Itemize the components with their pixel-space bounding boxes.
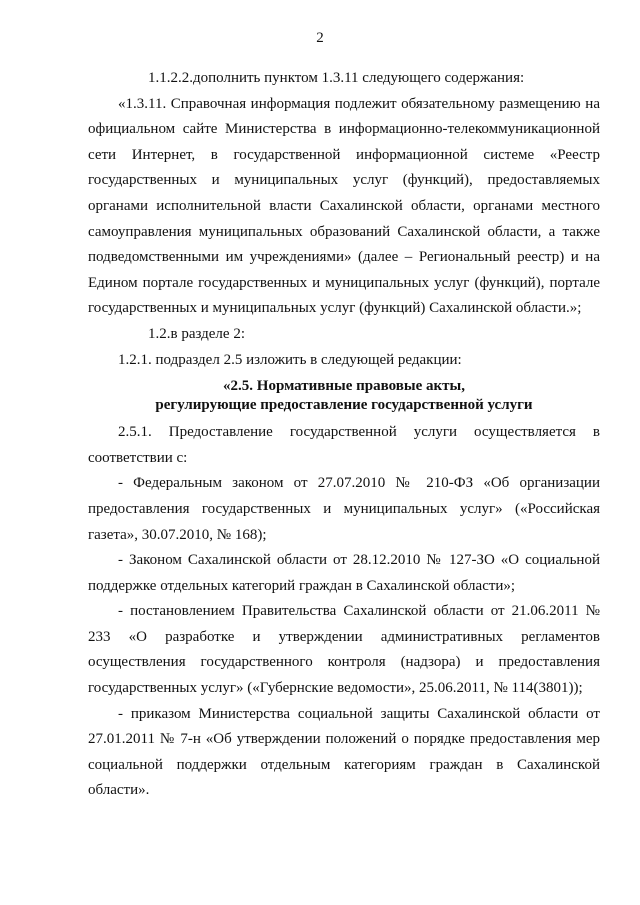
item-text: дополнить пунктом 1.3.11 следующего содержания: bbox=[193, 70, 525, 86]
page-number: 2 bbox=[316, 30, 324, 46]
section-heading bbox=[88, 377, 600, 415]
paragraph-1-2-1: 1.2.1. подраздел 2.5 изложить в следующей редакции: bbox=[118, 351, 462, 368]
paragraph-2-5-1: 2.5.1. Предоставление государственной услуги осуществляется в соответствии с: bbox=[88, 424, 600, 466]
section-heading-line-2: регулирующие предоставление государственной услуги bbox=[155, 397, 533, 414]
list-item-government-resolution: - постановлением Правительства Сахалинской области от 21.06.2011 № 233 «О разработке и утверждении административных регламентов осуществления государственного контроля (надзора) и предоставления государственных услуг» («Губернские ведомости», 25.06.2011, № 114(3801)); bbox=[88, 603, 600, 697]
paragraph-1-3-11: «1.3.11. Справочная информация подлежит обязательному размещению на официальном сайте Министерства в информационно-телекоммуникационной сети Интернет, в государственной информационной системе «Реестр государственных и муниципальных услуг (функций), предоставляемых органами исполнительной власти Сахалинской области, органами местного самоуправления муниципальных образований Сахалинской области, а также подведомственными им учреждениями» (далее – Региональный реестр) и на Едином портале государственных и муниципальных услуг (функций), портале государственных и муниципальных услуг (функций) Сахалинской области.»; bbox=[88, 95, 600, 317]
list-item-federal-law: - Федеральным законом от 27.07.2010 № 210-ФЗ «Об организации предоставления государственных и муниципальных услуг» («Российская газета», 30.07.2010, № 168); bbox=[88, 475, 600, 543]
item-text: в разделе 2: bbox=[170, 325, 245, 342]
paragraph-1-1-2-2 bbox=[88, 66, 600, 92]
paragraph-1-2 bbox=[88, 322, 600, 348]
document-body bbox=[88, 66, 600, 804]
item-number: 1.2. bbox=[148, 325, 171, 342]
list-item-regional-law: - Законом Сахалинской области от 28.12.2010 № 127-ЗО «О социальной поддержке отдельных категорий граждан в Сахалинской области»; bbox=[88, 552, 600, 594]
section-heading-line-1: «2.5. Нормативные правовые акты, bbox=[223, 378, 465, 395]
list-item-ministry-order: - приказом Министерства социальной защиты Сахалинской области от 27.01.2011 № 7-н «Об утверждении положений о порядке предоставления мер социальной поддержки отдельным категориям граждан в Сахалинской области». bbox=[88, 705, 600, 799]
item-number: 1.1.2.2. bbox=[148, 70, 193, 86]
